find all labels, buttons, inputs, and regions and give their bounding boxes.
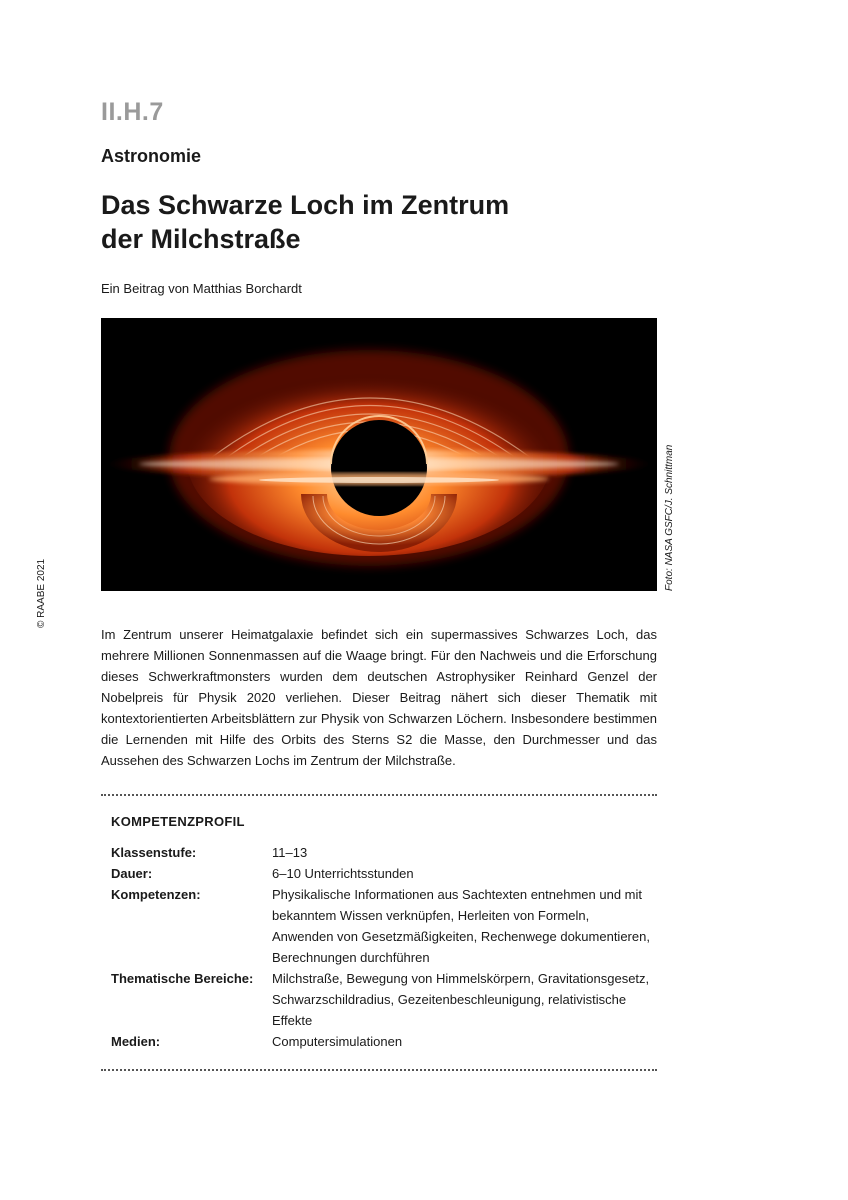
profile-value: Milchstraße, Bewegung von Himmelskörpern, Gravitationsgesetz, Schwarzschildradius, Gezeitenbeschleunigung, relativistische Effekte: [272, 971, 650, 1028]
divider-bottom: [101, 1069, 657, 1071]
profile-label: Dauer:: [111, 866, 153, 881]
profile-value: 6–10 Unterrichtsstunden: [272, 866, 414, 881]
profile-heading: KOMPETENZPROFIL: [111, 814, 245, 829]
black-hole-illustration: [101, 318, 657, 591]
profile-value: Physikalische Informationen aus Sachtexten entnehmen und mit bekanntem Wissen verknüpfen, Herleiten von Formeln, Anwenden von Gesetzmäßigkeiten, Rechenwege dokumentieren, Berechnungen durchführen: [272, 887, 650, 965]
photo-credit: Foto: NASA GSFC/J. Schnittman: [664, 444, 675, 591]
page-title-line-1: Das Schwarze Loch im Zentrum: [101, 190, 510, 220]
page-title-line-2: der Milchstraße: [101, 224, 301, 254]
profile-label: Medien:: [111, 1034, 161, 1049]
page-title: [101, 188, 661, 256]
author-line: Ein Beitrag von Matthias Borchardt: [101, 281, 302, 296]
divider-top: [101, 794, 657, 796]
profile-label: Klassenstufe:: [111, 845, 197, 860]
intro-paragraph: Im Zentrum unserer Heimatgalaxie befindet sich ein supermassives Schwarzes Loch, das mehrere Millionen Sonnenmassen auf die Waage bringt. Für den Nachweis und die Erforschung dieses Schwerkraftmonsters wurden dem deutschen Astrophysiker Reinhard Genzel der Nobelpreis für Physik 2020 verliehen. Dieser Beitrag nähert sich dieser Thematik mit kontextorientierten Arbeitsblättern zur Physik von Schwarzen Löchern. Insbesondere bestimmen die Lernenden mit Hilfe des Orbits des Sterns S2 die Masse, den Durchmesser und das Aussehen des Schwarzen Lochs im Zentrum der Milchstraße.: [101, 627, 657, 768]
profile-value: 11–13: [272, 845, 308, 860]
profile-label: Thematische Bereiche:: [111, 971, 254, 986]
chapter-code: II.H.7: [101, 98, 164, 126]
profile-label: Kompetenzen:: [111, 887, 201, 902]
profile-row-dauer: [111, 863, 651, 884]
profile-row-klassenstufe: [111, 842, 651, 863]
copyright-notice: © RAABE 2021: [36, 558, 47, 628]
black-hole-image: [101, 318, 657, 591]
profile-row-medien: [111, 1031, 651, 1052]
competence-profile-table: [111, 842, 651, 1052]
profile-row-thematische-bereiche: [111, 968, 651, 1031]
subject-heading: Astronomie: [101, 146, 202, 166]
profile-value: Computersimulationen: [272, 1034, 403, 1049]
profile-row-kompetenzen: [111, 884, 651, 968]
